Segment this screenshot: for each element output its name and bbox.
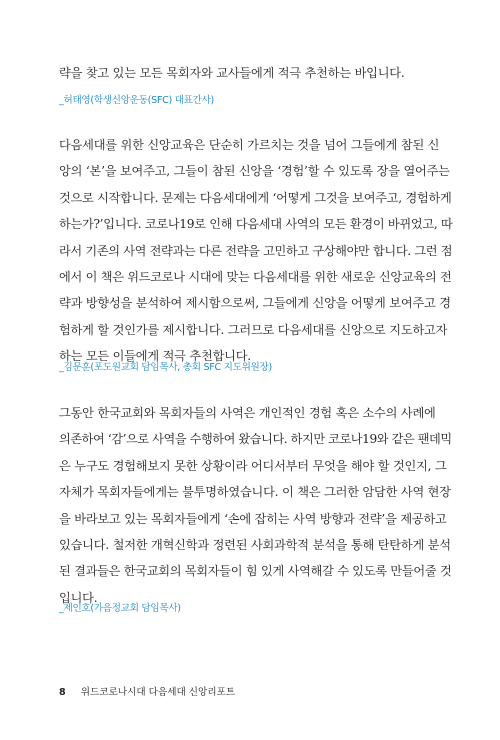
endorsement-3 bbox=[59, 400, 452, 611]
endorsement-1-text bbox=[59, 60, 452, 86]
endorsement-1 bbox=[59, 60, 452, 86]
text-line: 의존하여 ‘감’으로 사역을 수행하여 왔습니다. 하지만 코로나19와 같은 팬데믹 bbox=[59, 432, 452, 447]
text-line: 라서 기존의 사역 전략과는 다른 전략을 고민하고 구상해야만 합니다. 그런 점 bbox=[59, 243, 453, 258]
endorsement-3-text bbox=[59, 400, 452, 611]
text-line: 은 누구도 경험해보지 못한 상황이라 어디서부터 무엇을 해야 할 것인지, 그 bbox=[59, 458, 447, 473]
page-footer bbox=[59, 684, 235, 698]
text-line: 험하게 할 것인가를 제시합니다. 그러므로 다음세대를 신앙으로 지도하고자 bbox=[59, 322, 448, 337]
endorsement-2 bbox=[59, 132, 452, 370]
text-line: 것으로 시작합니다. 문제는 다음세대에게 ‘어떻게 그것을 보여주고, 경험하게 bbox=[59, 190, 452, 205]
text-line: 하는가?’입니다. 코로나19로 인해 다음세대 사역의 모든 환경이 바뀌었고, 따 bbox=[59, 217, 453, 232]
endorsement-3-attribution: _제인호(가음정교회 담임목사) bbox=[59, 603, 181, 614]
text-line: 략과 방향성을 분석하여 제시함으로써, 그들에게 신앙을 어떻게 보여주고 경 bbox=[59, 296, 451, 311]
text-line: 있습니다. 철저한 개혁신학과 정련된 사회과학적 분석을 통해 탄탄하게 분석 bbox=[59, 538, 451, 553]
text-line: 입니다. bbox=[59, 590, 98, 605]
text-line: 에서 이 책은 위드코로나 시대에 맞는 다음세대를 위한 새로운 신앙교육의 전 bbox=[59, 270, 452, 285]
text-line: 다음세대를 위한 신앙교육은 단순히 가르치는 것을 넘어 그들에게 참된 신 bbox=[59, 138, 440, 152]
text-line: 앙의 ‘본’을 보여주고, 그들이 참된 신앙을 ‘경험’할 수 있도록 장을 열어주는 bbox=[59, 164, 450, 179]
page-number: 8 bbox=[59, 687, 66, 698]
text-line: 하는 모든 이들에게 적극 추천합니다. bbox=[59, 349, 251, 364]
text-line: 자체가 목회자들에게는 불투명하였습니다. 이 책은 그러한 암담한 사역 현장 bbox=[59, 485, 451, 500]
text-line: 을 바라보고 있는 목회자들에게 ‘손에 잡히는 사역 방향과 전략’을 제공하고 bbox=[59, 511, 447, 526]
endorsement-2-text bbox=[59, 132, 452, 370]
book-title: 위드코로나시대 다음세대 신앙리포트 bbox=[80, 687, 236, 698]
endorsement-2-attribution: _김문훈(포도원교회 담임목사, 총회 SFC 지도위원장) bbox=[59, 362, 272, 373]
text-line: 된 결과들은 한국교회의 목회자들이 힘 있게 사역해갈 수 있도록 만들어줄 것 bbox=[59, 564, 452, 579]
text-line: 그동안 한국교회와 목회자들의 사역은 개인적인 경험 혹은 소수의 사례에 bbox=[59, 406, 436, 420]
text-line: 략을 찾고 있는 모든 목회자와 교사들에게 적극 추천하는 바입니다. bbox=[59, 66, 405, 80]
endorsement-1-attribution: _허태영(학생신앙운동(SFC) 대표간사) bbox=[59, 95, 215, 106]
